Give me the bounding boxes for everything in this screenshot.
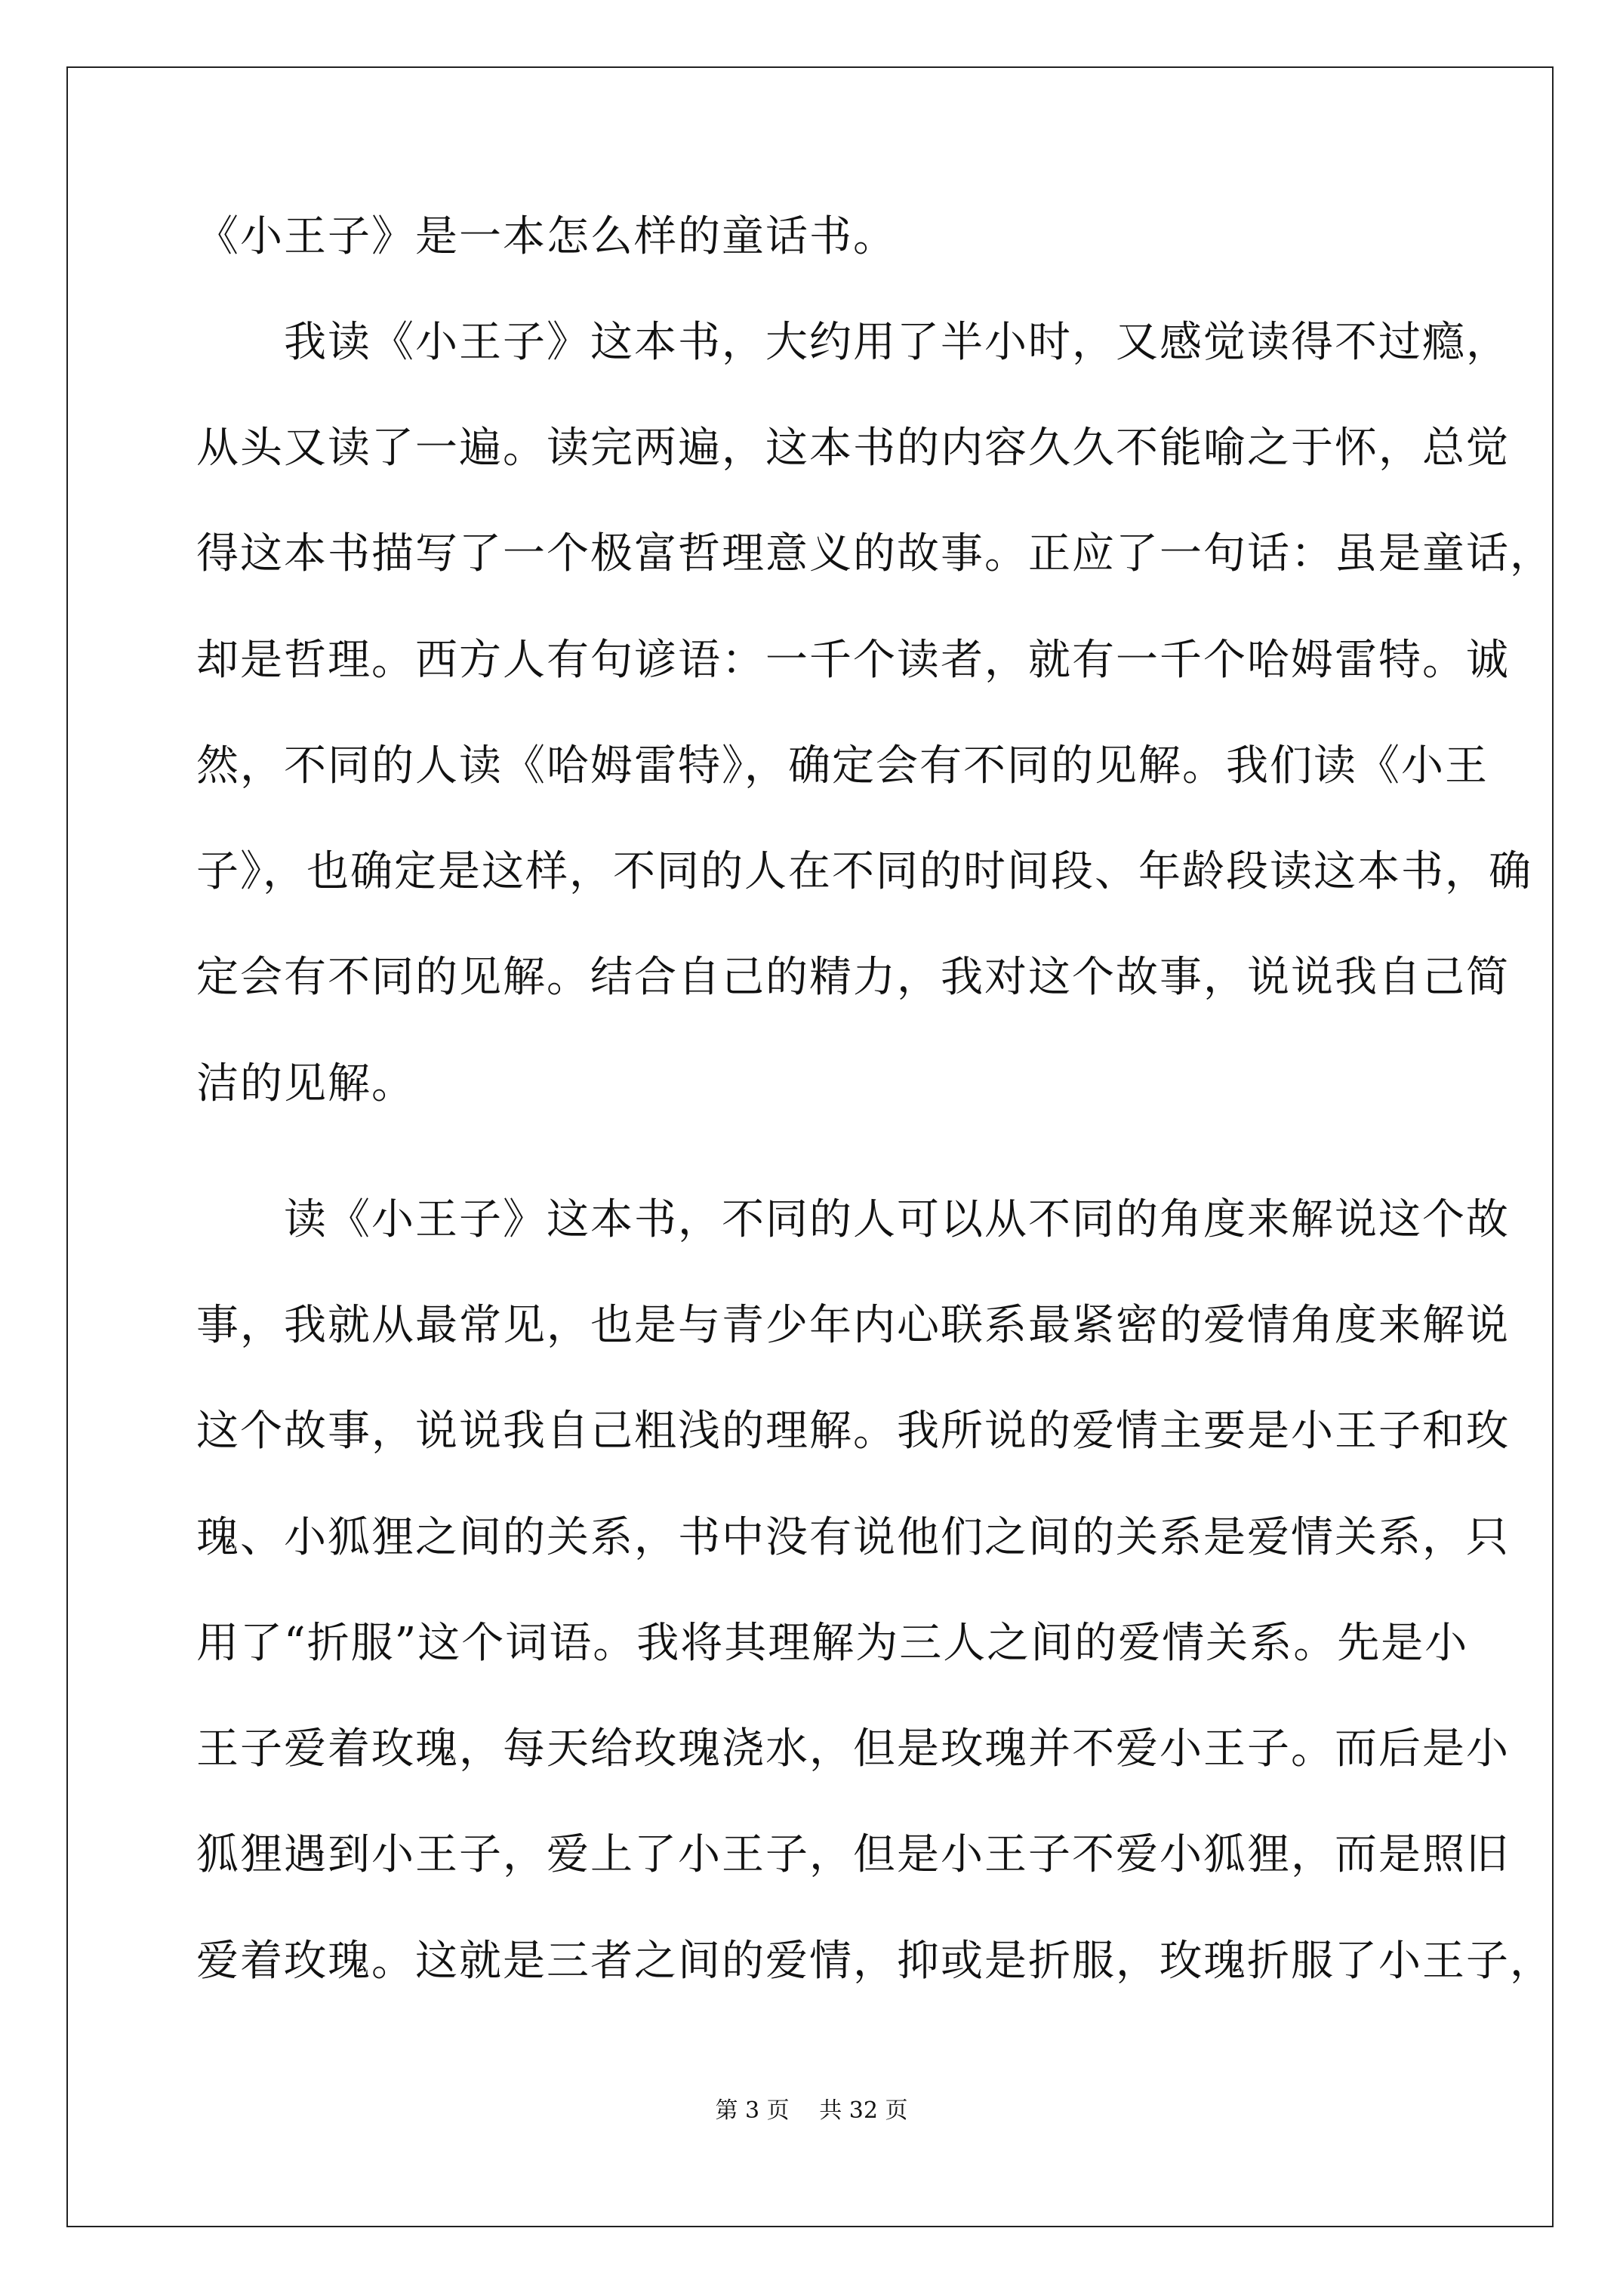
- text-line: 然，不同的人读《哈姆雷特》，确定会有不同的见解。我们读《小王: [196, 741, 1489, 791]
- page-frame: [66, 66, 1554, 2227]
- text-line: 狐狸遇到小王子，爱上了小王子，但是小王子不爱小狐狸，而是照旧: [196, 1830, 1510, 1879]
- page-number-footer: 第 3 页 共 32 页: [715, 2097, 908, 2124]
- text-line: 读《小王子》这本书，不同的人可以从不同的角度来解说这个故: [196, 1195, 1510, 1244]
- text-line: 我读《小王子》这本书，大约用了半小时，又感觉读得不过瘾，: [196, 318, 1510, 367]
- text-line: 得这本书描写了一个极富哲理意义的故事。正应了一句话：虽是童话，: [196, 529, 1554, 578]
- text-line: 从头又读了一遍。读完两遍，这本书的内容久久不能喻之于怀，总觉: [196, 424, 1510, 473]
- text-line: 《小王子》是一本怎么样的童话书。: [196, 212, 897, 261]
- text-line: 这个故事，说说我自己粗浅的理解。我所说的爱情主要是小王子和玫: [196, 1407, 1510, 1456]
- text-line: 子》，也确定是这样，不同的人在不同的时间段、年龄段读这本书，确: [196, 847, 1532, 896]
- text-line: 定会有不同的见解。结合自己的精力，我对这个故事，说说我自己简: [196, 953, 1510, 1002]
- text-line: 用了“折服”这个词语。我将其理解为三人之间的爱情关系。先是小: [196, 1619, 1469, 1668]
- text-line: 事，我就从最常见，也是与青少年内心联系最紧密的爱情角度来解说: [196, 1301, 1510, 1350]
- text-line: 瑰、小狐狸之间的关系，书中没有说他们之间的关系是爱情关系，只: [196, 1513, 1510, 1562]
- text-line: 洁的见解。: [196, 1059, 415, 1108]
- text-line: 爱着玫瑰。这就是三者之间的爱情，抑或是折服，玫瑰折服了小王子，: [196, 1937, 1554, 1986]
- text-line: 王子爱着玫瑰，每天给玫瑰浇水，但是玫瑰并不爱小王子。而后是小: [196, 1724, 1510, 1774]
- text-line: 却是哲理。西方人有句谚语：一千个读者，就有一千个哈姆雷特。诚: [196, 636, 1510, 685]
